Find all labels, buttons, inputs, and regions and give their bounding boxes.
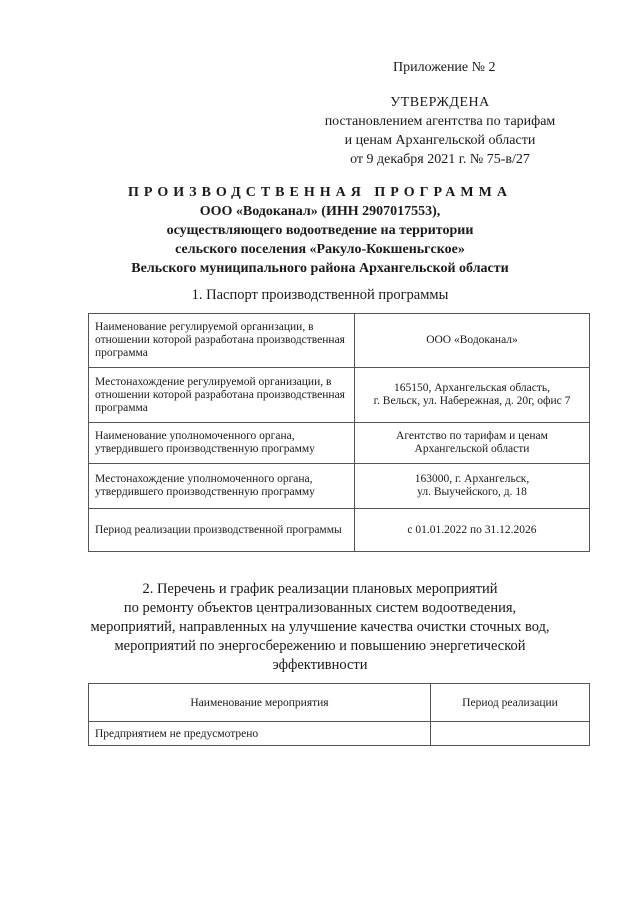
heading-line: мероприятий по энергосбережению и повышению энергетической xyxy=(114,638,526,654)
heading-line: эффективности xyxy=(272,657,368,673)
value-line: 165150, Архангельская область, xyxy=(393,382,550,394)
passport-label: Местонахождение уполномоченного органа, утвердившего производственную программу xyxy=(89,464,355,509)
passport-label: Период реализации производственной программы xyxy=(89,509,355,552)
passport-value xyxy=(355,464,590,509)
passport-table xyxy=(88,313,590,552)
document-title xyxy=(60,183,580,278)
value-line: с 01.01.2022 по 31.12.2026 xyxy=(407,523,537,536)
heading-line: по ремонту объектов централизованных систем водоотведения, xyxy=(123,600,517,616)
title-line: осуществляющего водоотведение на территории xyxy=(166,223,474,238)
column-header: Наименование мероприятия xyxy=(89,684,431,722)
value-line: г. Вельск, ул. Набережная, д. 20г, офис 7 xyxy=(373,395,571,407)
table-row xyxy=(89,314,590,368)
passport-label: Местонахождение регулируемой организации, в отношении которой разработана производственная программа xyxy=(89,368,355,423)
title-line: Вельского муниципального района Архангельской области xyxy=(131,261,509,276)
approval-line: и ценам Архангельской области xyxy=(344,133,536,148)
table-header-row xyxy=(89,684,590,722)
value-line: 163000, г. Архангельск, xyxy=(414,473,530,485)
passport-value xyxy=(355,314,590,368)
column-header: Период реализации xyxy=(431,684,590,722)
table-cell: Предприятием не предусмотрено xyxy=(89,722,431,746)
title-line: сельского поселения «Ракуло-Кокшеньгское» xyxy=(175,242,465,257)
table-cell xyxy=(431,722,590,746)
table-row xyxy=(89,423,590,464)
approval-line: постановлением агентства по тарифам xyxy=(324,114,556,129)
value-line: ул. Выучейского, д. 18 xyxy=(417,486,527,498)
passport-label: Наименование уполномоченного органа, утвердившего производственную программу xyxy=(89,423,355,464)
passport-value xyxy=(355,423,590,464)
table-row xyxy=(89,722,590,746)
section-1-heading: 1. Паспорт производственной программы xyxy=(191,287,449,303)
title-spaced: ПРОИЗВОДСТВЕННАЯ ПРОГРАММА xyxy=(128,185,512,200)
approval-line: от 9 декабря 2021 г. № 75-в/27 xyxy=(350,152,530,167)
table-row xyxy=(89,509,590,552)
appendix-number: Приложение № 2 xyxy=(393,60,496,75)
approval-block xyxy=(300,93,580,169)
approval-heading: УТВЕРЖДЕНА xyxy=(390,95,490,110)
passport-value xyxy=(355,368,590,423)
passport-value xyxy=(355,509,590,552)
title-line: ООО «Водоканал» (ИНН 2907017553), xyxy=(199,204,441,219)
table-row xyxy=(89,464,590,509)
section-2-heading xyxy=(60,580,580,675)
value-line: Архангельской области xyxy=(414,443,530,455)
table-row xyxy=(89,368,590,423)
heading-line: 2. Перечень и график реализации плановых мероприятий xyxy=(142,581,498,597)
value-line: Агентство по тарифам и ценам xyxy=(396,430,548,442)
value-line: ООО «Водоканал» xyxy=(426,334,518,346)
heading-line: мероприятий, направленных на улучшение качества очистки сточных вод, xyxy=(90,619,550,635)
passport-label: Наименование регулируемой организации, в отношении которой разработана производственная программа xyxy=(89,314,355,368)
events-table xyxy=(88,683,590,746)
